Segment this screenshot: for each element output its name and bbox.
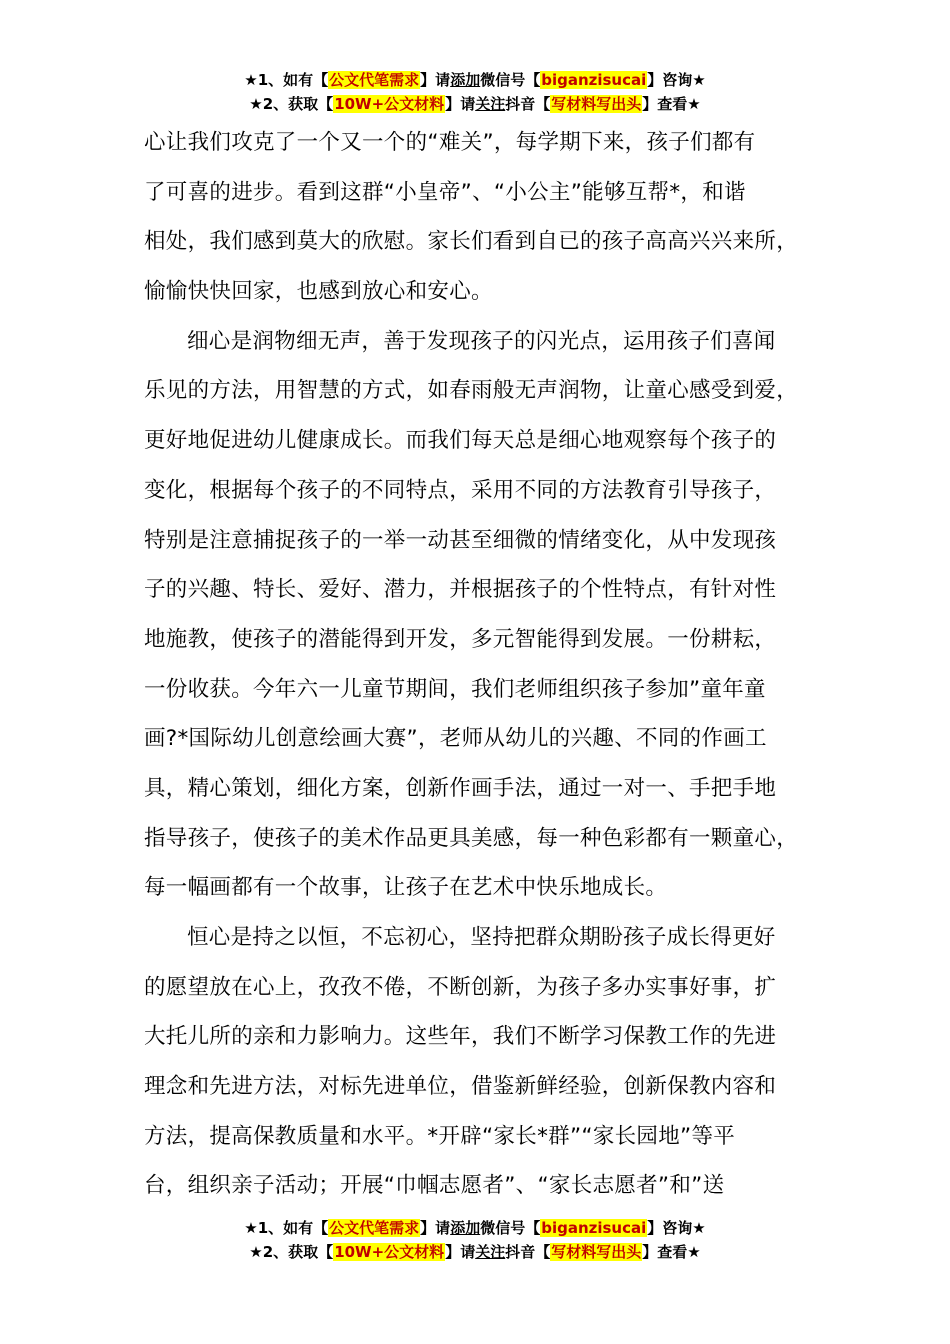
banner-text: ★1、如有【 [244, 71, 329, 89]
body-line: 大托儿所的亲和力影响力。这些年，我们不断学习保教工作的先进 [144, 1024, 777, 1050]
body-line: 指导孩子，使孩子的美术作品更具美感，每一种色彩都有一颗童心， [144, 825, 799, 851]
footer-banner [0, 1216, 950, 1264]
banner-line-2 [0, 1240, 950, 1264]
banner-highlight: 10W+公文材料 [334, 95, 445, 113]
banner-highlight: 公文代笔需求 [329, 71, 420, 89]
banner-highlight: 公文代笔需求 [329, 1219, 420, 1237]
body-line: 乐见的方法，用智慧的方式，如春雨般无声润物，让童心感受到爱， [144, 378, 799, 404]
banner-highlight: biganzisucai [541, 1219, 647, 1237]
banner-text: 抖音【 [505, 1243, 551, 1261]
banner-line-1 [0, 1216, 950, 1240]
banner-text: 微信号【 [480, 1219, 541, 1237]
banner-text: 微信号【 [480, 71, 541, 89]
banner-emphasis: 关注 [475, 1243, 506, 1261]
body-line: 画?*国际幼儿创意绘画大赛”，老师从幼儿的兴趣、不同的作画工 [144, 726, 767, 752]
banner-highlight: biganzisucai [541, 71, 647, 89]
banner-emphasis: 添加 [450, 71, 481, 89]
document-body [144, 118, 824, 1211]
banner-text: 】咨询★ [647, 1219, 706, 1237]
body-line: 理念和先进方法，对标先进单位，借鉴新鲜经验，创新保教内容和 [144, 1074, 777, 1100]
body-line: 愉愉快快回家，也感到放心和安心。 [144, 279, 493, 305]
body-line: 子的兴趣、特长、爱好、潜力，并根据孩子的个性特点，有针对性 [144, 577, 777, 603]
banner-highlight: 写材料写出头 [551, 1243, 642, 1261]
banner-text: 】查看★ [642, 95, 701, 113]
body-line: 特别是注意捕捉孩子的一举一动甚至细微的情绪变化，从中发现孩 [144, 527, 777, 553]
banner-emphasis: 添加 [450, 1219, 481, 1237]
body-line: 心让我们攻克了一个又一个的“难关”，每学期下来，孩子们都有 [144, 130, 756, 155]
banner-line-1 [0, 68, 950, 92]
paragraph-start-line: 恒心是持之以恒，不忘初心，坚持把群众期盼孩子成长得更好 [187, 925, 776, 950]
body-line: 相处，我们感到莫大的欣慰。家长们看到自已的孩子高高兴兴来所， [144, 229, 799, 255]
body-line: 的愿望放在心上，孜孜不倦，不断创新，为孩子多办实事好事，扩 [144, 974, 777, 1000]
banner-text: 抖音【 [505, 95, 551, 113]
body-line: 变化，根据每个孩子的不同特点，采用不同的方法教育引导孩子， [144, 477, 777, 503]
banner-text: ★2、获取【 [249, 1243, 334, 1261]
paragraph-start-line: 细心是润物细无声，善于发现孩子的闪光点，运用孩子们喜闻 [187, 328, 776, 354]
banner-text: ★2、获取【 [249, 95, 334, 113]
body-line: 方法，提高保教质量和水平。*开辟“家长*群”“家长园地”等平 [144, 1123, 736, 1149]
banner-text: ★1、如有【 [244, 1219, 329, 1237]
header-banner [0, 68, 950, 116]
banner-line-2 [0, 92, 950, 116]
body-line: 更好地促进幼儿健康成长。而我们每天总是细心地观察每个孩子的 [144, 428, 777, 454]
banner-emphasis: 关注 [475, 95, 506, 113]
banner-highlight: 10W+公文材料 [334, 1243, 445, 1261]
banner-text: 】请 [420, 1219, 451, 1237]
banner-highlight: 写材料写出头 [551, 95, 642, 113]
banner-text: 】请 [445, 95, 476, 113]
body-line: 了可喜的进步。看到这群“小皇帝”、“小公主”能够互帮*，和谐 [144, 179, 746, 205]
body-line: 台，组织亲子活动；开展“巾帼志愿者”、“家长志愿者”和”送 [144, 1173, 725, 1199]
banner-text: 】请 [420, 71, 451, 89]
banner-text: 】查看★ [642, 1243, 701, 1261]
body-line: 一份收获。今年六一儿童节期间，我们老师组织孩子参加”童年童 [144, 676, 766, 702]
body-line: 地施教，使孩子的潜能得到开发，多元智能得到发展。一份耕耘， [144, 626, 777, 652]
banner-text: 】请 [445, 1243, 476, 1261]
body-line: 具，精心策划，细化方案，创新作画手法，通过一对一、手把手地 [144, 775, 777, 801]
banner-text: 】咨询★ [647, 71, 706, 89]
body-line: 每一幅画都有一个故事，让孩子在艺术中快乐地成长。 [144, 875, 668, 901]
